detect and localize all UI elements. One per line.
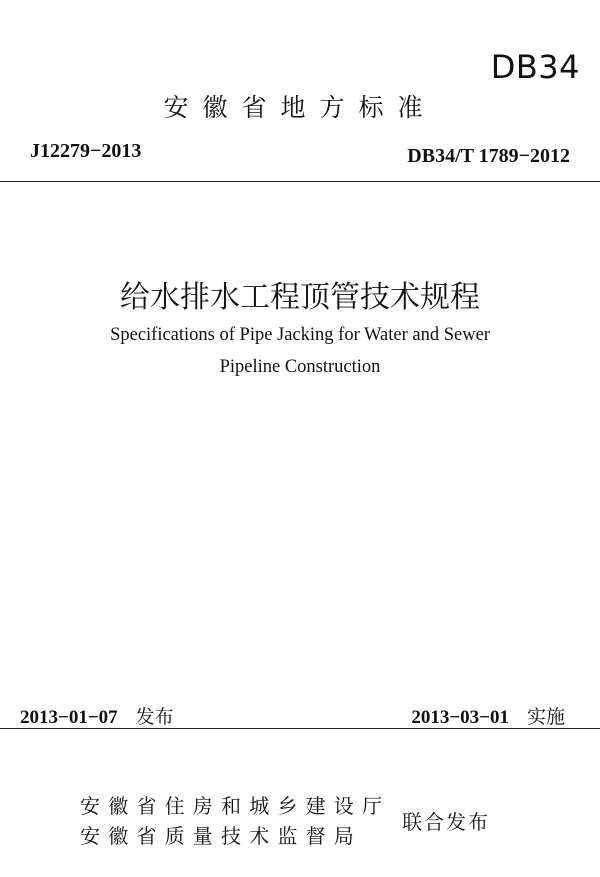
joint-issue-label: 联合发布 xyxy=(402,810,490,834)
effective-date: 2013−03−01 xyxy=(411,707,509,728)
document-title-chinese: 给水排水工程顶管技术规程 xyxy=(120,280,480,315)
effective-label: 实施 xyxy=(526,706,565,728)
effective-date-row xyxy=(411,702,565,729)
record-number: J12279−2013 xyxy=(30,140,142,162)
publish-date-row xyxy=(20,702,174,729)
header-divider xyxy=(0,181,600,182)
standard-number: DB34/T 1789−2012 xyxy=(407,145,570,167)
standard-type-heading: 安徽省地方标准 xyxy=(163,93,437,122)
publish-date: 2013−01−07 xyxy=(20,707,118,728)
issuer-quality-bureau: 安徽省质量技术监督局 xyxy=(80,824,362,848)
footer-divider xyxy=(0,728,600,729)
publish-label: 发布 xyxy=(135,706,174,728)
standard-category-code: DB34 xyxy=(490,48,580,86)
document-title-english-line2: Pipeline Construction xyxy=(219,357,381,377)
document-title-english-line1: Specifications of Pipe Jacking for Water and Sewer xyxy=(110,325,490,345)
issuer-housing-department: 安徽省住房和城乡建设厅 xyxy=(80,794,391,818)
